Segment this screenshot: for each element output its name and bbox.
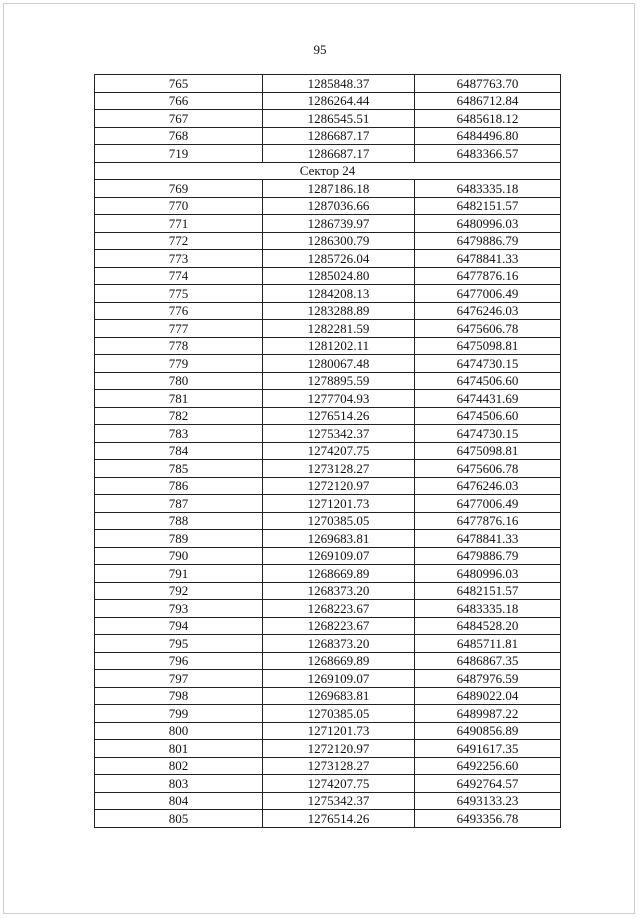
x-coordinate-cell: 1272120.97 bbox=[263, 740, 415, 758]
table-row bbox=[95, 390, 561, 408]
x-coordinate-cell: 1268223.67 bbox=[263, 617, 415, 635]
sector-heading: Сектор 24 bbox=[95, 162, 561, 180]
table-row bbox=[95, 547, 561, 565]
x-coordinate-cell: 1286545.51 bbox=[263, 110, 415, 128]
point-number-cell: 802 bbox=[95, 757, 263, 775]
point-number-cell: 773 bbox=[95, 250, 263, 268]
y-coordinate-cell: 6480996.03 bbox=[415, 565, 561, 583]
table-row bbox=[95, 232, 561, 250]
y-coordinate-cell: 6483366.57 bbox=[415, 145, 561, 163]
point-number-cell: 796 bbox=[95, 652, 263, 670]
x-coordinate-cell: 1273128.27 bbox=[263, 460, 415, 478]
coordinates-table bbox=[94, 74, 561, 828]
x-coordinate-cell: 1286687.17 bbox=[263, 145, 415, 163]
table-row bbox=[95, 267, 561, 285]
y-coordinate-cell: 6485618.12 bbox=[415, 110, 561, 128]
y-coordinate-cell: 6490856.89 bbox=[415, 722, 561, 740]
coordinates-table-body bbox=[95, 75, 561, 828]
x-coordinate-cell: 1268223.67 bbox=[263, 600, 415, 618]
point-number-cell: 799 bbox=[95, 705, 263, 723]
y-coordinate-cell: 6474730.15 bbox=[415, 425, 561, 443]
x-coordinate-cell: 1271201.73 bbox=[263, 495, 415, 513]
x-coordinate-cell: 1268373.20 bbox=[263, 635, 415, 653]
x-coordinate-cell: 1287186.18 bbox=[263, 180, 415, 198]
x-coordinate-cell: 1268669.89 bbox=[263, 652, 415, 670]
point-number-cell: 775 bbox=[95, 285, 263, 303]
x-coordinate-cell: 1286687.17 bbox=[263, 127, 415, 145]
table-row bbox=[95, 740, 561, 758]
point-number-cell: 782 bbox=[95, 407, 263, 425]
y-coordinate-cell: 6475098.81 bbox=[415, 442, 561, 460]
y-coordinate-cell: 6477006.49 bbox=[415, 495, 561, 513]
point-number-cell: 780 bbox=[95, 372, 263, 390]
table-row bbox=[95, 127, 561, 145]
point-number-cell: 778 bbox=[95, 337, 263, 355]
y-coordinate-cell: 6478841.33 bbox=[415, 530, 561, 548]
table-row bbox=[95, 722, 561, 740]
table-row bbox=[95, 302, 561, 320]
table-row bbox=[95, 180, 561, 198]
table-row bbox=[95, 670, 561, 688]
y-coordinate-cell: 6477876.16 bbox=[415, 512, 561, 530]
x-coordinate-cell: 1273128.27 bbox=[263, 757, 415, 775]
y-coordinate-cell: 6484528.20 bbox=[415, 617, 561, 635]
y-coordinate-cell: 6474506.60 bbox=[415, 407, 561, 425]
point-number-cell: 776 bbox=[95, 302, 263, 320]
y-coordinate-cell: 6477006.49 bbox=[415, 285, 561, 303]
point-number-cell: 781 bbox=[95, 390, 263, 408]
table-row bbox=[95, 460, 561, 478]
y-coordinate-cell: 6485711.81 bbox=[415, 635, 561, 653]
x-coordinate-cell: 1268669.89 bbox=[263, 565, 415, 583]
point-number-cell: 767 bbox=[95, 110, 263, 128]
table-row bbox=[95, 652, 561, 670]
x-coordinate-cell: 1269109.07 bbox=[263, 670, 415, 688]
x-coordinate-cell: 1282281.59 bbox=[263, 320, 415, 338]
point-number-cell: 798 bbox=[95, 687, 263, 705]
x-coordinate-cell: 1275342.37 bbox=[263, 425, 415, 443]
y-coordinate-cell: 6477876.16 bbox=[415, 267, 561, 285]
point-number-cell: 784 bbox=[95, 442, 263, 460]
x-coordinate-cell: 1268373.20 bbox=[263, 582, 415, 600]
point-number-cell: 791 bbox=[95, 565, 263, 583]
x-coordinate-cell: 1281202.11 bbox=[263, 337, 415, 355]
table-row bbox=[95, 775, 561, 793]
point-number-cell: 770 bbox=[95, 197, 263, 215]
point-number-cell: 793 bbox=[95, 600, 263, 618]
y-coordinate-cell: 6476246.03 bbox=[415, 477, 561, 495]
y-coordinate-cell: 6491617.35 bbox=[415, 740, 561, 758]
y-coordinate-cell: 6479886.79 bbox=[415, 547, 561, 565]
y-coordinate-cell: 6474431.69 bbox=[415, 390, 561, 408]
x-coordinate-cell: 1278895.59 bbox=[263, 372, 415, 390]
y-coordinate-cell: 6478841.33 bbox=[415, 250, 561, 268]
y-coordinate-cell: 6476246.03 bbox=[415, 302, 561, 320]
point-number-cell: 779 bbox=[95, 355, 263, 373]
point-number-cell: 805 bbox=[95, 810, 263, 828]
point-number-cell: 804 bbox=[95, 792, 263, 810]
y-coordinate-cell: 6486712.84 bbox=[415, 92, 561, 110]
x-coordinate-cell: 1285848.37 bbox=[263, 75, 415, 93]
point-number-cell: 768 bbox=[95, 127, 263, 145]
point-number-cell: 800 bbox=[95, 722, 263, 740]
y-coordinate-cell: 6486867.35 bbox=[415, 652, 561, 670]
table-row bbox=[95, 600, 561, 618]
table-row bbox=[95, 687, 561, 705]
x-coordinate-cell: 1269683.81 bbox=[263, 687, 415, 705]
sector-heading-row bbox=[95, 162, 561, 180]
x-coordinate-cell: 1283288.89 bbox=[263, 302, 415, 320]
x-coordinate-cell: 1275342.37 bbox=[263, 792, 415, 810]
x-coordinate-cell: 1274207.75 bbox=[263, 775, 415, 793]
table-row bbox=[95, 250, 561, 268]
point-number-cell: 786 bbox=[95, 477, 263, 495]
y-coordinate-cell: 6479886.79 bbox=[415, 232, 561, 250]
point-number-cell: 765 bbox=[95, 75, 263, 93]
x-coordinate-cell: 1270385.05 bbox=[263, 705, 415, 723]
table-row bbox=[95, 145, 561, 163]
x-coordinate-cell: 1269109.07 bbox=[263, 547, 415, 565]
y-coordinate-cell: 6474506.60 bbox=[415, 372, 561, 390]
table-row bbox=[95, 75, 561, 93]
point-number-cell: 769 bbox=[95, 180, 263, 198]
y-coordinate-cell: 6493133.23 bbox=[415, 792, 561, 810]
point-number-cell: 774 bbox=[95, 267, 263, 285]
table-row bbox=[95, 617, 561, 635]
table-row bbox=[95, 425, 561, 443]
point-number-cell: 790 bbox=[95, 547, 263, 565]
y-coordinate-cell: 6489987.22 bbox=[415, 705, 561, 723]
y-coordinate-cell: 6475606.78 bbox=[415, 460, 561, 478]
x-coordinate-cell: 1285726.04 bbox=[263, 250, 415, 268]
table-row bbox=[95, 477, 561, 495]
table-row bbox=[95, 215, 561, 233]
point-number-cell: 792 bbox=[95, 582, 263, 600]
x-coordinate-cell: 1277704.93 bbox=[263, 390, 415, 408]
y-coordinate-cell: 6474730.15 bbox=[415, 355, 561, 373]
table-row bbox=[95, 320, 561, 338]
table-row bbox=[95, 372, 561, 390]
y-coordinate-cell: 6482151.57 bbox=[415, 197, 561, 215]
x-coordinate-cell: 1280067.48 bbox=[263, 355, 415, 373]
point-number-cell: 801 bbox=[95, 740, 263, 758]
y-coordinate-cell: 6487976.59 bbox=[415, 670, 561, 688]
point-number-cell: 797 bbox=[95, 670, 263, 688]
x-coordinate-cell: 1286264.44 bbox=[263, 92, 415, 110]
x-coordinate-cell: 1287036.66 bbox=[263, 197, 415, 215]
table-row bbox=[95, 757, 561, 775]
y-coordinate-cell: 6493356.78 bbox=[415, 810, 561, 828]
x-coordinate-cell: 1272120.97 bbox=[263, 477, 415, 495]
x-coordinate-cell: 1284208.13 bbox=[263, 285, 415, 303]
table-row bbox=[95, 512, 561, 530]
table-row bbox=[95, 530, 561, 548]
table-row bbox=[95, 92, 561, 110]
y-coordinate-cell: 6484496.80 bbox=[415, 127, 561, 145]
point-number-cell: 766 bbox=[95, 92, 263, 110]
point-number-cell: 771 bbox=[95, 215, 263, 233]
y-coordinate-cell: 6487763.70 bbox=[415, 75, 561, 93]
point-number-cell: 783 bbox=[95, 425, 263, 443]
y-coordinate-cell: 6483335.18 bbox=[415, 600, 561, 618]
table-row bbox=[95, 810, 561, 828]
y-coordinate-cell: 6492256.60 bbox=[415, 757, 561, 775]
table-row bbox=[95, 635, 561, 653]
point-number-cell: 795 bbox=[95, 635, 263, 653]
table-row bbox=[95, 407, 561, 425]
table-row bbox=[95, 337, 561, 355]
x-coordinate-cell: 1270385.05 bbox=[263, 512, 415, 530]
y-coordinate-cell: 6475606.78 bbox=[415, 320, 561, 338]
x-coordinate-cell: 1286300.79 bbox=[263, 232, 415, 250]
point-number-cell: 789 bbox=[95, 530, 263, 548]
x-coordinate-cell: 1269683.81 bbox=[263, 530, 415, 548]
point-number-cell: 772 bbox=[95, 232, 263, 250]
point-number-cell: 785 bbox=[95, 460, 263, 478]
x-coordinate-cell: 1286739.97 bbox=[263, 215, 415, 233]
x-coordinate-cell: 1274207.75 bbox=[263, 442, 415, 460]
page-number: 95 bbox=[313, 42, 327, 57]
point-number-cell: 787 bbox=[95, 495, 263, 513]
table-row bbox=[95, 355, 561, 373]
y-coordinate-cell: 6492764.57 bbox=[415, 775, 561, 793]
x-coordinate-cell: 1271201.73 bbox=[263, 722, 415, 740]
table-row bbox=[95, 110, 561, 128]
point-number-cell: 777 bbox=[95, 320, 263, 338]
x-coordinate-cell: 1276514.26 bbox=[263, 407, 415, 425]
table-row bbox=[95, 582, 561, 600]
table-row bbox=[95, 442, 561, 460]
table-row bbox=[95, 285, 561, 303]
point-number-cell: 788 bbox=[95, 512, 263, 530]
y-coordinate-cell: 6480996.03 bbox=[415, 215, 561, 233]
y-coordinate-cell: 6475098.81 bbox=[415, 337, 561, 355]
table-row bbox=[95, 792, 561, 810]
table-row bbox=[95, 705, 561, 723]
point-number-cell: 794 bbox=[95, 617, 263, 635]
y-coordinate-cell: 6489022.04 bbox=[415, 687, 561, 705]
table-row bbox=[95, 197, 561, 215]
y-coordinate-cell: 6483335.18 bbox=[415, 180, 561, 198]
point-number-cell: 719 bbox=[95, 145, 263, 163]
y-coordinate-cell: 6482151.57 bbox=[415, 582, 561, 600]
point-number-cell: 803 bbox=[95, 775, 263, 793]
table-row bbox=[95, 565, 561, 583]
table-row bbox=[95, 495, 561, 513]
x-coordinate-cell: 1285024.80 bbox=[263, 267, 415, 285]
x-coordinate-cell: 1276514.26 bbox=[263, 810, 415, 828]
